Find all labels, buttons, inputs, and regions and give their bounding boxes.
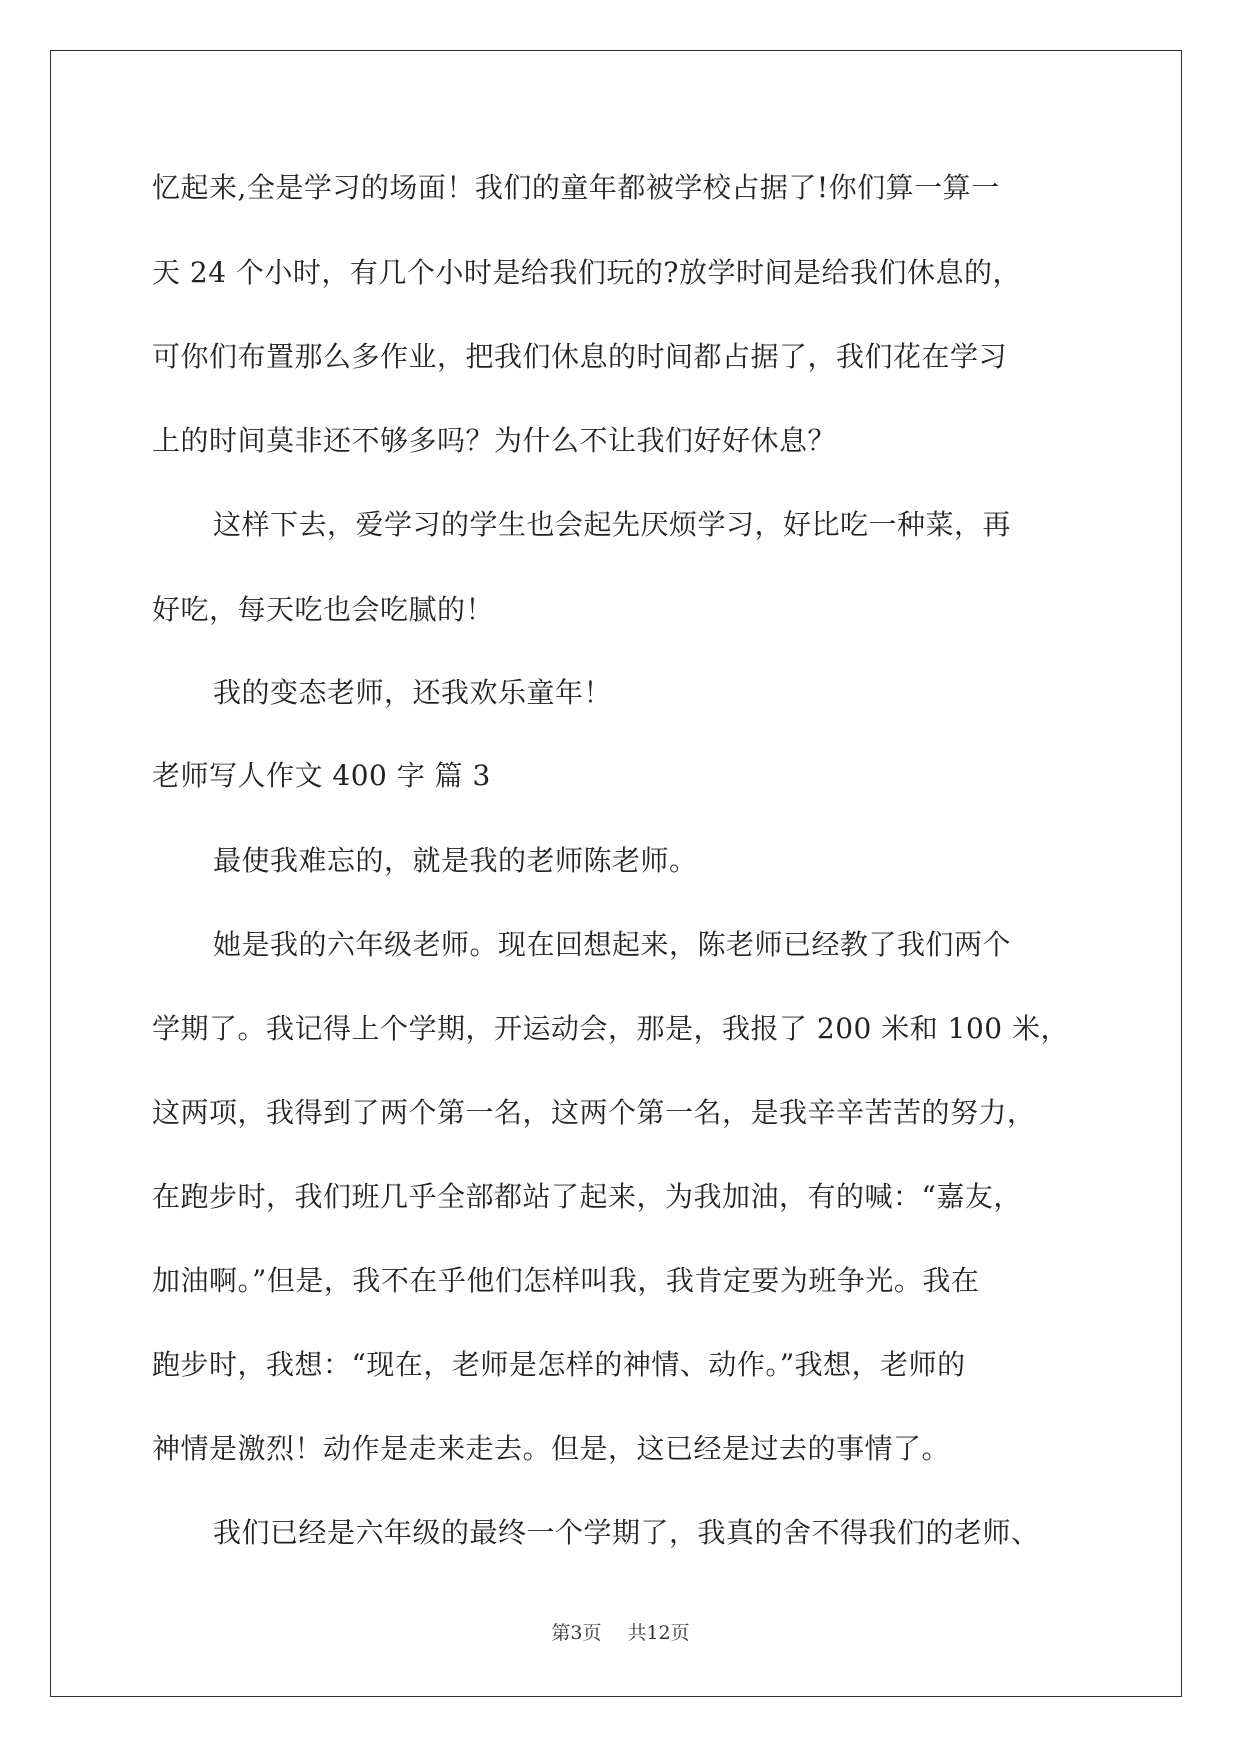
text-line-10: 她是我的六年级老师。现在回想起来，陈老师已经教了我们两个 (213, 928, 1012, 961)
text-line-12: 这两项，我得到了两个第一名，这两个第一名，是我辛辛苦苦的努力， (152, 1096, 1036, 1129)
text-line-3: 可你们布置那么多作业，把我们休息的时间都占据了，我们花在学习 (152, 340, 1008, 373)
text-line-16: 神情是激烈！动作是走来走去。但是，这已经是过去的事情了。 (152, 1432, 951, 1465)
text-line-14: 加油啊。”但是，我不在乎他们怎样叫我，我肯定要为班争光。我在 (152, 1264, 980, 1297)
text-line-17: 我们已经是六年级的最终一个学期了，我真的舍不得我们的老师、 (213, 1516, 1040, 1549)
text-line-5: 这样下去，爱学习的学生也会起先厌烦学习，好比吃一种菜，再 (213, 508, 1012, 541)
text-line-7: 我的变态老师，还我欢乐童年！ (213, 676, 613, 709)
text-line-2: 天 24 个小时，有几个小时是给我们玩的?放学时间是给我们休息的， (152, 256, 1021, 289)
text-line-4: 上的时间莫非还不够多吗？为什么不让我们好好休息？ (152, 424, 837, 457)
text-line-15: 跑步时，我想：“现在，老师是怎样的神情、动作。”我想，老师的 (152, 1348, 966, 1381)
text-line-9: 最使我难忘的，就是我的老师陈老师。 (213, 844, 698, 877)
page-total: 共12页 (627, 1622, 690, 1644)
text-line-11: 学期了。我记得上个学期，开运动会，那是，我报了 200 米和 100 米， (152, 1012, 1069, 1045)
text-line-13: 在跑步时，我们班几乎全部都站了起来，为我加油，有的喊：“嘉友， (152, 1180, 1022, 1213)
page-number: 第3页 (551, 1622, 602, 1644)
page-footer (0, 1621, 1241, 1645)
section-heading: 老师写人作文 400 字 篇 3 (152, 759, 491, 792)
text-line-1: 忆起来,全是学习的场面！我们的童年都被学校占据了!你们算一算一 (152, 171, 1000, 204)
text-line-6: 好吃，每天吃也会吃腻的！ (152, 593, 495, 626)
